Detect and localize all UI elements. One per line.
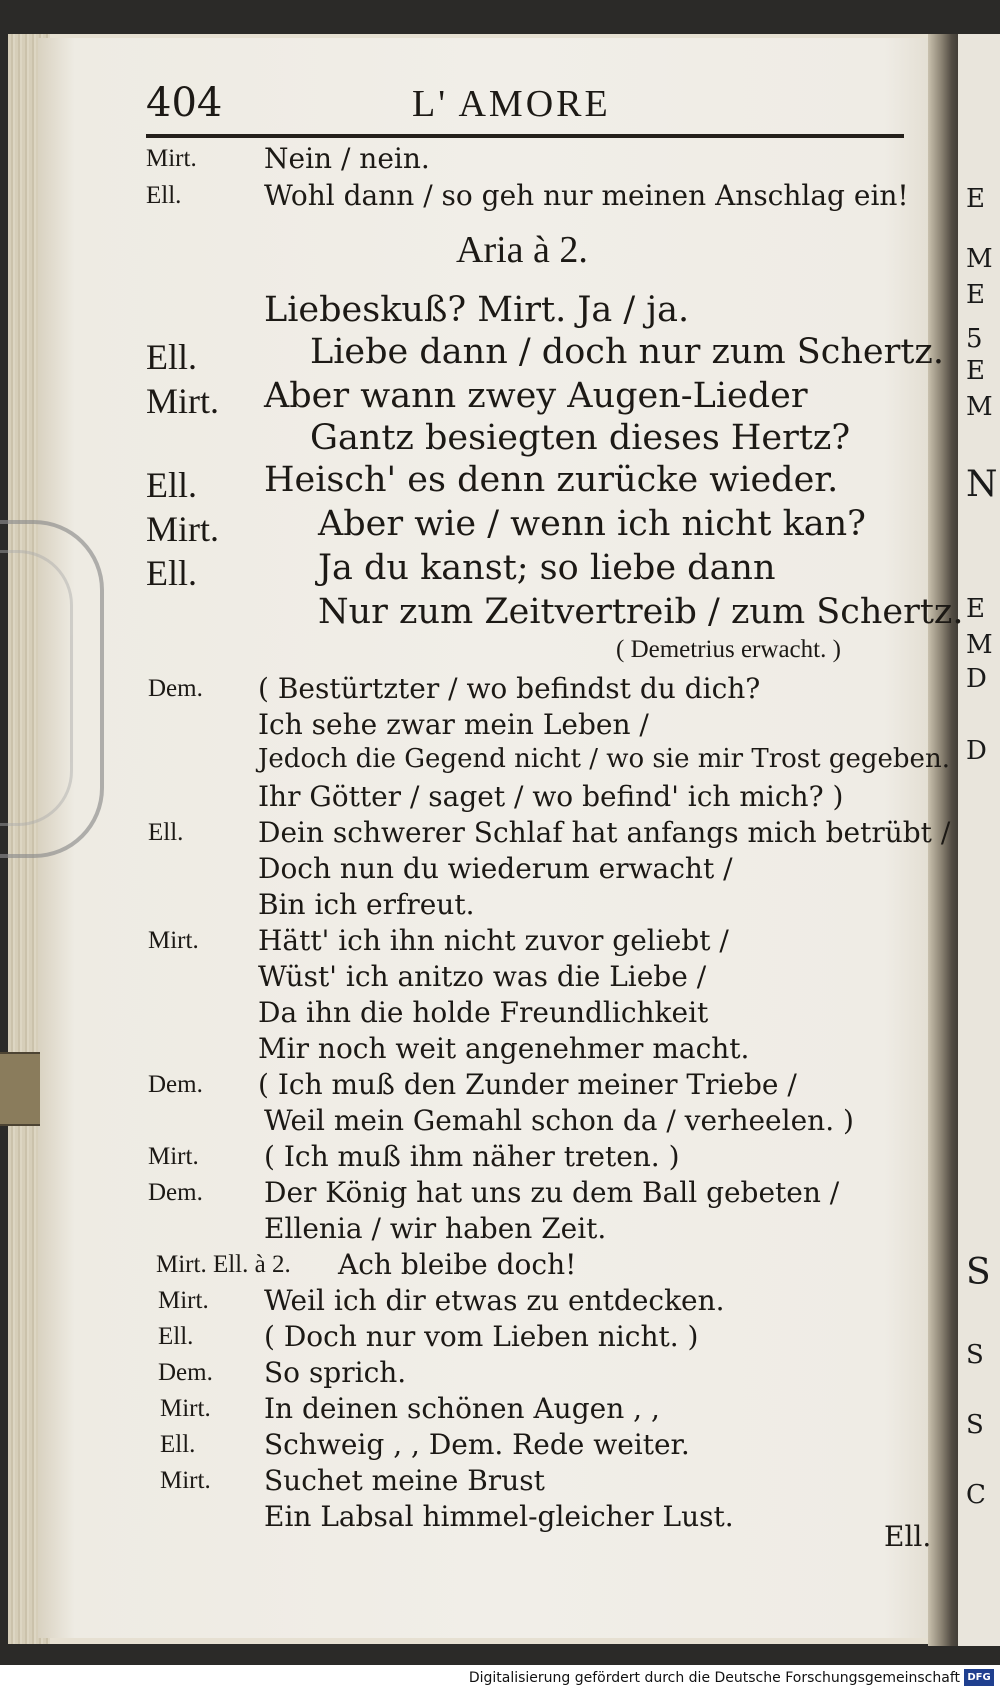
speaker-label: Mirt. — [146, 381, 220, 421]
aria-line: Aber wann zwey Augen-Lieder — [264, 376, 808, 416]
verse-line: ( Doch nur vom Lieben nicht. ) — [264, 1320, 699, 1353]
verse-line: Der König hat uns zu dem Ball gebeten / — [264, 1176, 840, 1209]
verse-line: Schweig , , Dem. Rede weiter. — [264, 1428, 690, 1461]
verse-line: Bin ich erfreut. — [258, 888, 475, 921]
speaker-label: Mirt. — [148, 1143, 199, 1170]
verse-line: Wüst' ich anitzo was die Liebe / — [258, 960, 707, 993]
speaker-label: Ell. — [148, 819, 184, 846]
speaker-label: Mirt. — [158, 1287, 209, 1314]
verse-line: Da ihn die holde Freundlichkeit — [258, 996, 709, 1029]
running-title: L' AMORE — [412, 83, 611, 125]
verse-line: ( Ich muß ihm näher treten. ) — [264, 1140, 680, 1173]
verse-line: Jedoch die Gegend nicht / wo sie mir Trost gegeben. — [258, 744, 950, 774]
speaker-label: Ell. — [146, 465, 197, 505]
speaker-label: Dem. — [148, 1179, 203, 1206]
verse-line: Weil ich dir etwas zu entdecken. — [264, 1284, 725, 1317]
aria-line: Gantz besiegten dieses Hertz? — [310, 418, 851, 458]
aria-line: Aber wie / wenn ich nicht kan? — [318, 504, 866, 544]
verse-line: Hätt' ich ihn nicht zuvor geliebt / — [258, 924, 729, 957]
speaker-label: Ell. — [158, 1323, 194, 1350]
speaker-label: Dem. — [158, 1359, 213, 1386]
facing-page-letter: N — [966, 464, 998, 505]
facing-page-letter: M — [966, 630, 993, 660]
aria-line: Liebeskuß? Mirt. Ja / ja. — [264, 290, 690, 330]
running-header — [146, 80, 926, 140]
aria-line: Nur zum Zeitvertreib / zum Schertz. — [318, 592, 964, 632]
speaker-label: Ell. — [146, 337, 197, 377]
speaker-label: Mirt. — [160, 1467, 211, 1494]
facing-page-letter: S — [966, 1252, 991, 1293]
dfg-logo: DFG — [964, 1669, 994, 1686]
facing-page-letter: E — [966, 184, 985, 214]
footer-bar — [0, 1665, 1000, 1691]
verse-line: Ein Labsal himmel-gleicher Lust. — [264, 1500, 734, 1533]
verse-line: Suchet meine Brust — [264, 1464, 545, 1497]
facing-page-letter: S — [966, 1410, 984, 1440]
facing-page-letter: E — [966, 356, 985, 386]
facing-page-letter: D — [966, 664, 987, 694]
speaker-label: Mirt. — [146, 509, 220, 549]
aria-heading: Aria à 2. — [456, 229, 588, 271]
verse-line: Doch nun du wiederum erwacht / — [258, 852, 733, 885]
verse-line: Nein / nein. — [264, 142, 430, 175]
facing-page-letter: E — [966, 280, 985, 310]
facing-page-letter: 5 — [966, 324, 983, 354]
verse-line: Weil mein Gemahl schon da / verheelen. ) — [264, 1104, 854, 1137]
verse-line: Ich sehe zwar mein Leben / — [258, 708, 649, 741]
facing-page-letter: S — [966, 1340, 984, 1370]
speaker-label: Ell. — [160, 1431, 196, 1458]
verse-line: Ellenia / wir haben Zeit. — [264, 1212, 607, 1245]
verse-line: Ach bleibe doch! — [338, 1248, 577, 1281]
verse-line: Mir noch weit angenehmer macht. — [258, 1032, 750, 1065]
verse-line: So sprich. — [264, 1356, 407, 1389]
verse-line: ( Ich muß den Zunder meiner Triebe / — [258, 1068, 797, 1101]
speaker-label: Mirt. — [148, 927, 199, 954]
speaker-label: Mirt. Ell. à 2. — [156, 1251, 291, 1278]
verse-line: Ihr Götter / saget / wo befind' ich mich? ) — [258, 780, 844, 813]
facing-page-letter: M — [966, 244, 993, 274]
speaker-label: Dem. — [148, 1071, 203, 1098]
facing-page-letter: E — [966, 594, 985, 624]
page-clip-inner — [0, 550, 73, 826]
facing-page-letter: D — [966, 736, 987, 766]
speaker-label: Mirt. — [146, 145, 197, 172]
speaker-label: Dem. — [148, 675, 203, 702]
page-number: 404 — [146, 80, 223, 126]
verse-line: In deinen schönen Augen , , — [264, 1392, 660, 1425]
catchword: Ell. — [884, 1520, 932, 1553]
speaker-label: Ell. — [146, 182, 182, 209]
aria-line: Heisch' es denn zurücke wieder. — [264, 460, 839, 500]
aria-line: Ja du kanst; so liebe dann — [318, 548, 776, 588]
facing-page-letter: C — [966, 1480, 986, 1510]
facing-page-edge — [958, 34, 1000, 1646]
speaker-label: Mirt. — [160, 1395, 211, 1422]
verse-line: Dein schwerer Schlaf hat anfangs mich betrübt / — [258, 816, 951, 849]
bookmark-ribbon — [0, 1052, 40, 1126]
funding-notice: Digitalisierung gefördert durch die Deutsche Forschungsgemeinschaft — [468, 1670, 960, 1686]
header-rule — [146, 134, 904, 138]
verse-line: Wohl dann / so geh nur meinen Anschlag ein! — [264, 179, 909, 212]
verse-line: ( Bestürtzter / wo befindst du dich? — [258, 672, 761, 705]
stage-direction: ( Demetrius erwacht. ) — [616, 636, 841, 663]
facing-page-letter: M — [966, 392, 993, 422]
speaker-label: Ell. — [146, 553, 197, 593]
aria-line: Liebe dann / doch nur zum Schertz. — [310, 332, 944, 372]
